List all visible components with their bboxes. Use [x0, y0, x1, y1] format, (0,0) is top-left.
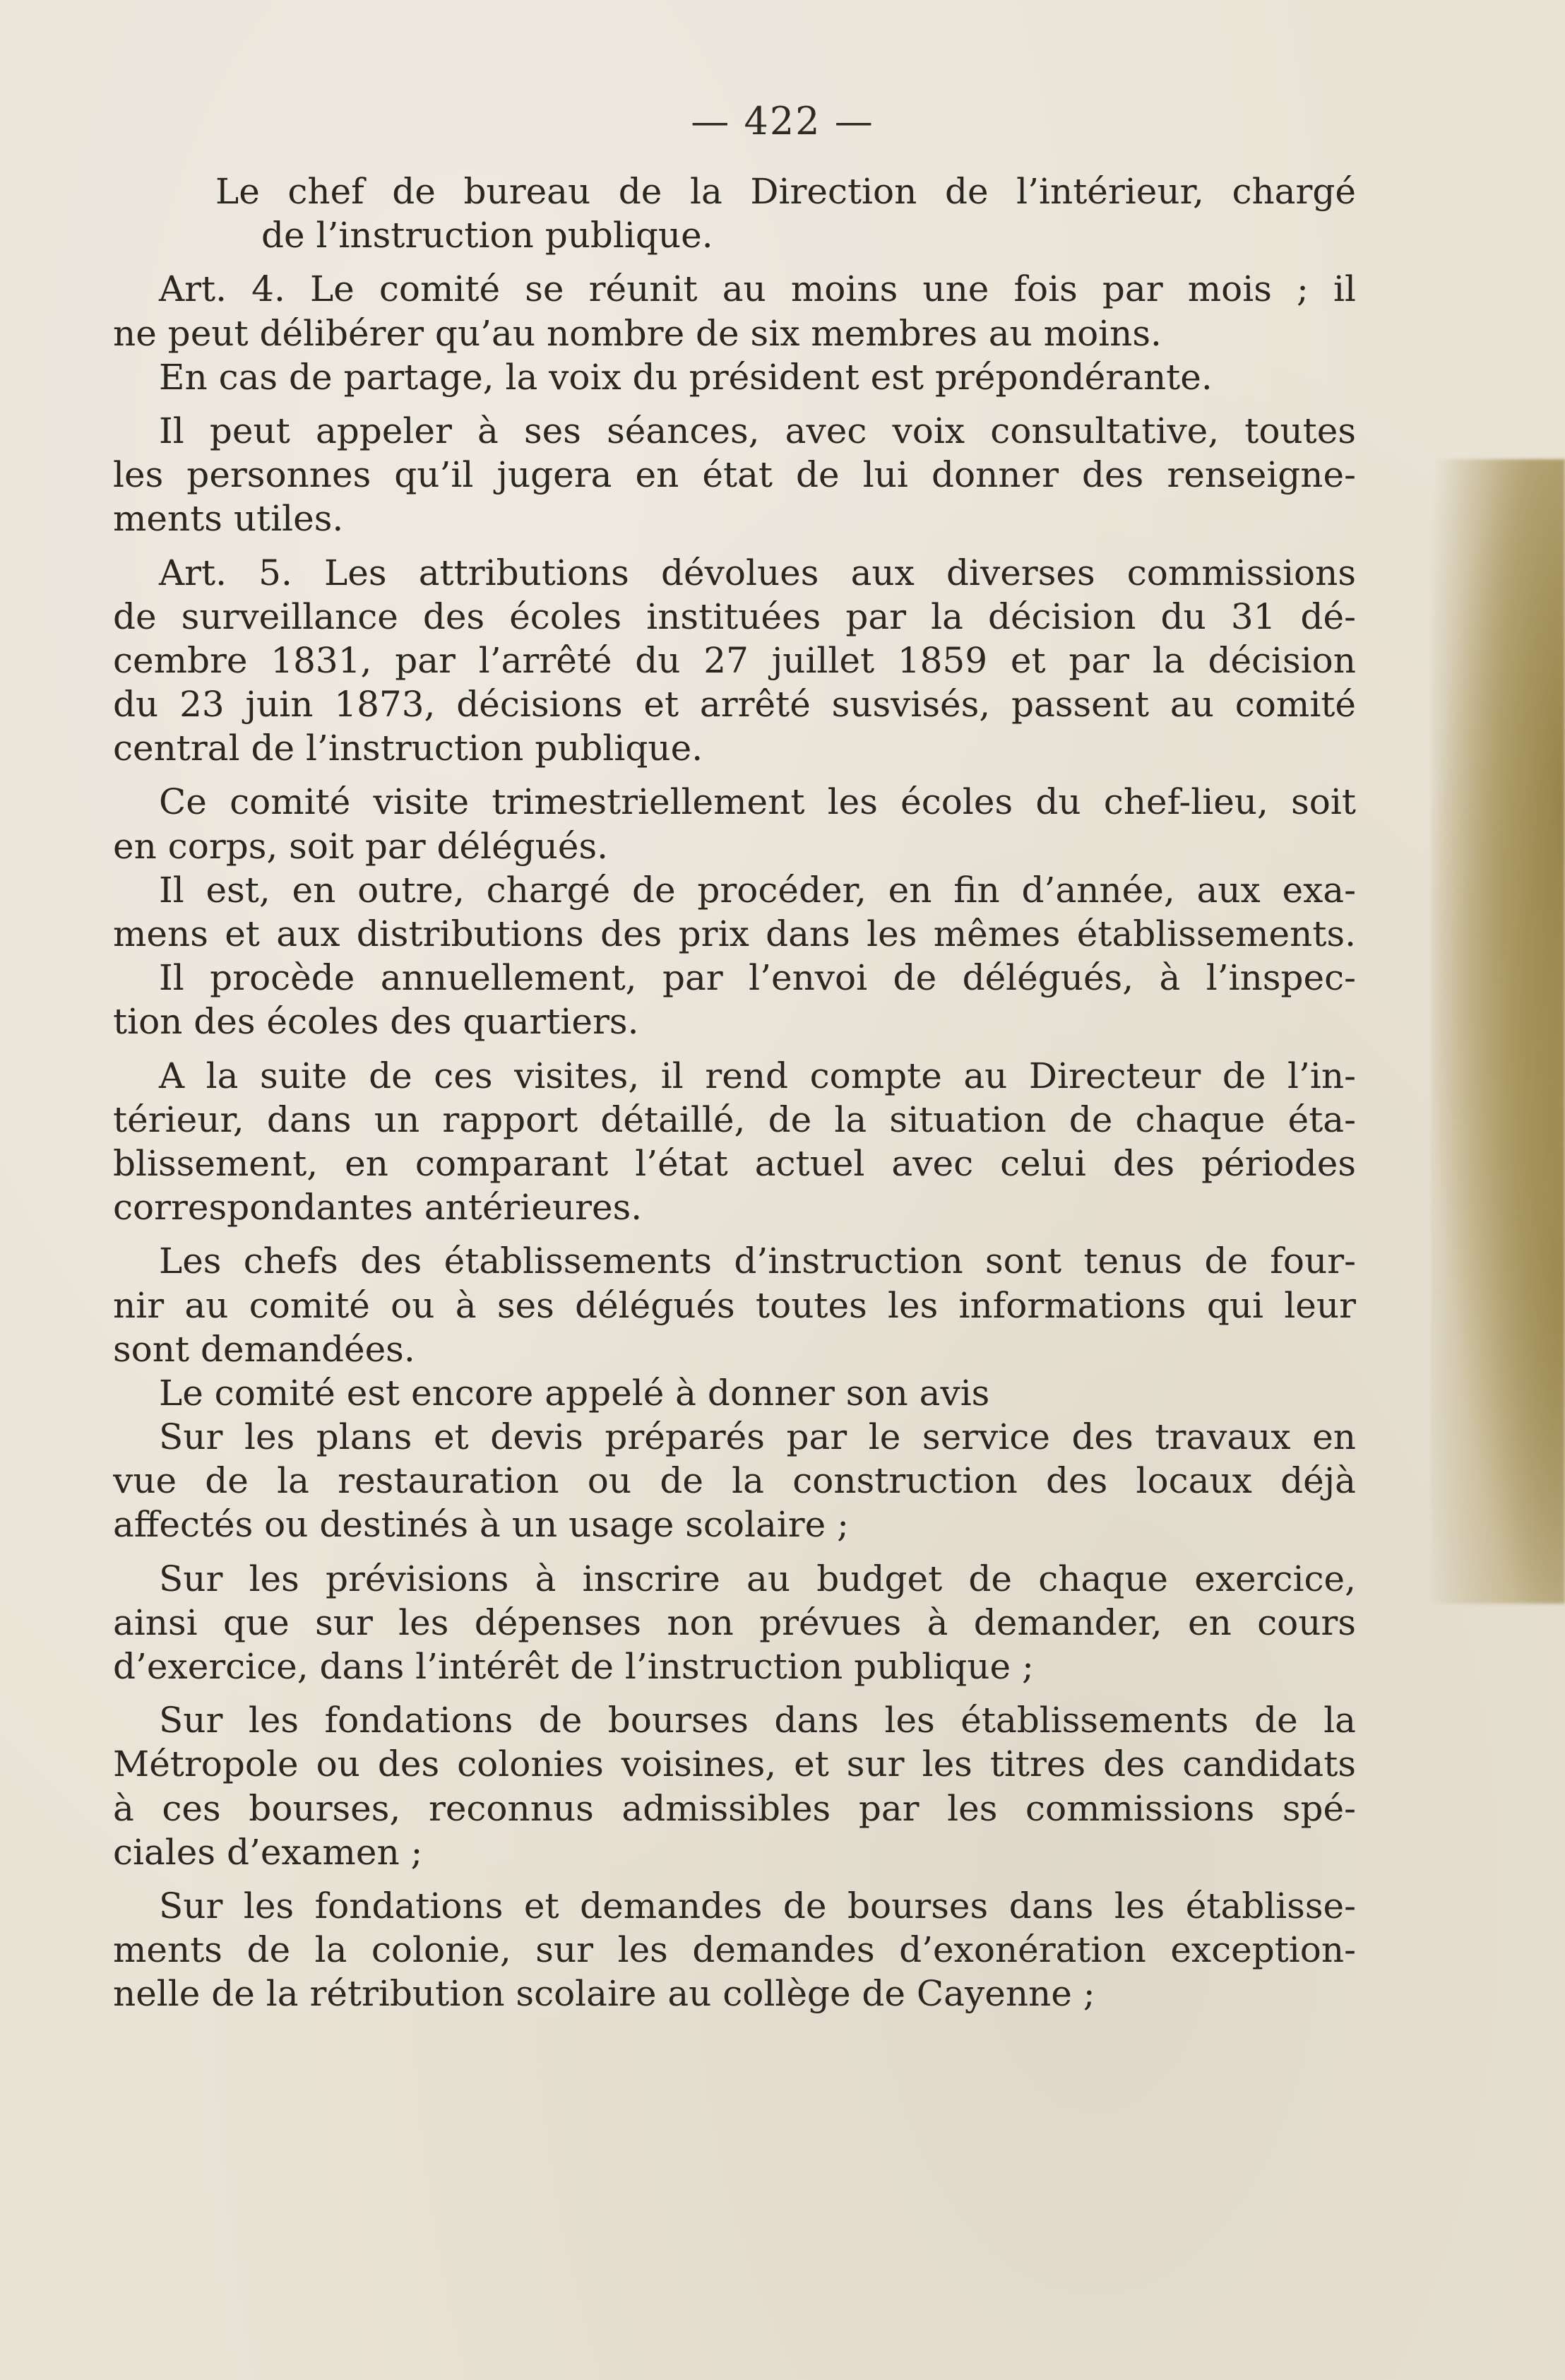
text-line: ciales d’examen ;	[113, 1831, 423, 1873]
text-line: Art. 4. Le comité se réunit au moins une fois par mois ; il	[159, 268, 1356, 310]
text-line: en corps, soit par délégués.	[113, 825, 609, 867]
text-line: Sur les plans et devis préparés par le service des travaux en	[159, 1416, 1356, 1458]
text-line: Il procède annuellement, par l’envoi de délégués, à l’inspec-	[159, 957, 1356, 999]
paper-stain	[1431, 459, 1565, 1604]
text-line: ments utiles.	[113, 498, 344, 540]
text-line: Art. 5. Les attributions dévolues aux diverses commissions	[159, 552, 1356, 593]
text-line: Les chefs des établissements d’instruction sont tenus de four-	[159, 1241, 1356, 1282]
text-line: ne peut délibérer qu’au nombre de six membres au moins.	[113, 312, 1162, 354]
text-line: nelle de la rétribution scolaire au collège de Cayenne ;	[113, 1973, 1095, 2015]
text-line: sont demandées.	[113, 1328, 415, 1370]
text-line: de surveillance des écoles instituées par la décision du 31 dé-	[113, 596, 1356, 637]
text-line: d’exercice, dans l’intérêt de l’instruction publique ;	[113, 1646, 1034, 1687]
text-line: les personnes qu’il jugera en état de lui donner des renseigne-	[113, 454, 1356, 496]
text-line: de l’instruction publique.	[261, 215, 713, 256]
body-text	[113, 170, 1356, 2016]
text-line: Ce comité visite trimestriellement les écoles du chef-lieu, soit	[159, 781, 1356, 823]
text-line: mens et aux distributions des prix dans les mêmes établissements.	[113, 913, 1356, 954]
text-line: correspondantes antérieures.	[113, 1187, 643, 1229]
text-line: ainsi que sur les dépenses non prévues à demander, en cours	[113, 1602, 1356, 1643]
page-number: — 422 —	[691, 99, 874, 143]
text-line: Sur les fondations et demandes de bourses dans les établisse-	[159, 1885, 1356, 1926]
text-line: blissement, en comparant l’état actuel avec celui des périodes	[113, 1142, 1356, 1184]
text-line: cembre 1831, par l’arrêté du 27 juillet 1859 et par la décision	[113, 639, 1356, 681]
text-line: tion des écoles des quartiers.	[113, 1001, 639, 1043]
text-line: Métropole ou des colonies voisines, et sur les titres des candidats	[113, 1743, 1356, 1785]
text-line: Sur les fondations de bourses dans les établissements de la	[159, 1700, 1356, 1741]
text-line: Sur les prévisions à inscrire au budget de chaque exercice,	[159, 1558, 1356, 1599]
text-line: à ces bourses, reconnus admissibles par les commissions spé-	[113, 1787, 1356, 1829]
text-line: vue de la restauration ou de la construction des locaux déjà	[113, 1460, 1356, 1502]
text-line: Le comité est encore appelé à donner son avis	[159, 1372, 990, 1414]
text-line: Il peut appeler à ses séances, avec voix consultative, toutes	[159, 410, 1356, 451]
text-line: du 23 juin 1873, décisions et arrêté susvisés, passent au comité	[113, 684, 1356, 726]
text-line: ments de la colonie, sur les demandes d’exonération exception-	[113, 1929, 1356, 1971]
text-line: Le chef de bureau de la Direction de l’intérieur, chargé	[215, 171, 1356, 212]
text-line: Il est, en outre, chargé de procéder, en fin d’année, aux exa-	[159, 869, 1356, 911]
text-line: En cas de partage, la voix du président est prépondérante.	[159, 356, 1213, 398]
text-line: central de l’instruction publique.	[113, 728, 703, 769]
text-line: affectés ou destinés à un usage scolaire ;	[113, 1504, 849, 1546]
text-line: A la suite de ces visites, il rend compte au Directeur de l’in-	[159, 1055, 1356, 1096]
text-line: nir au comité ou à ses délégués toutes les informations qui leur	[113, 1284, 1356, 1326]
text-line: térieur, dans un rapport détaillé, de la situation de chaque éta-	[113, 1099, 1356, 1140]
